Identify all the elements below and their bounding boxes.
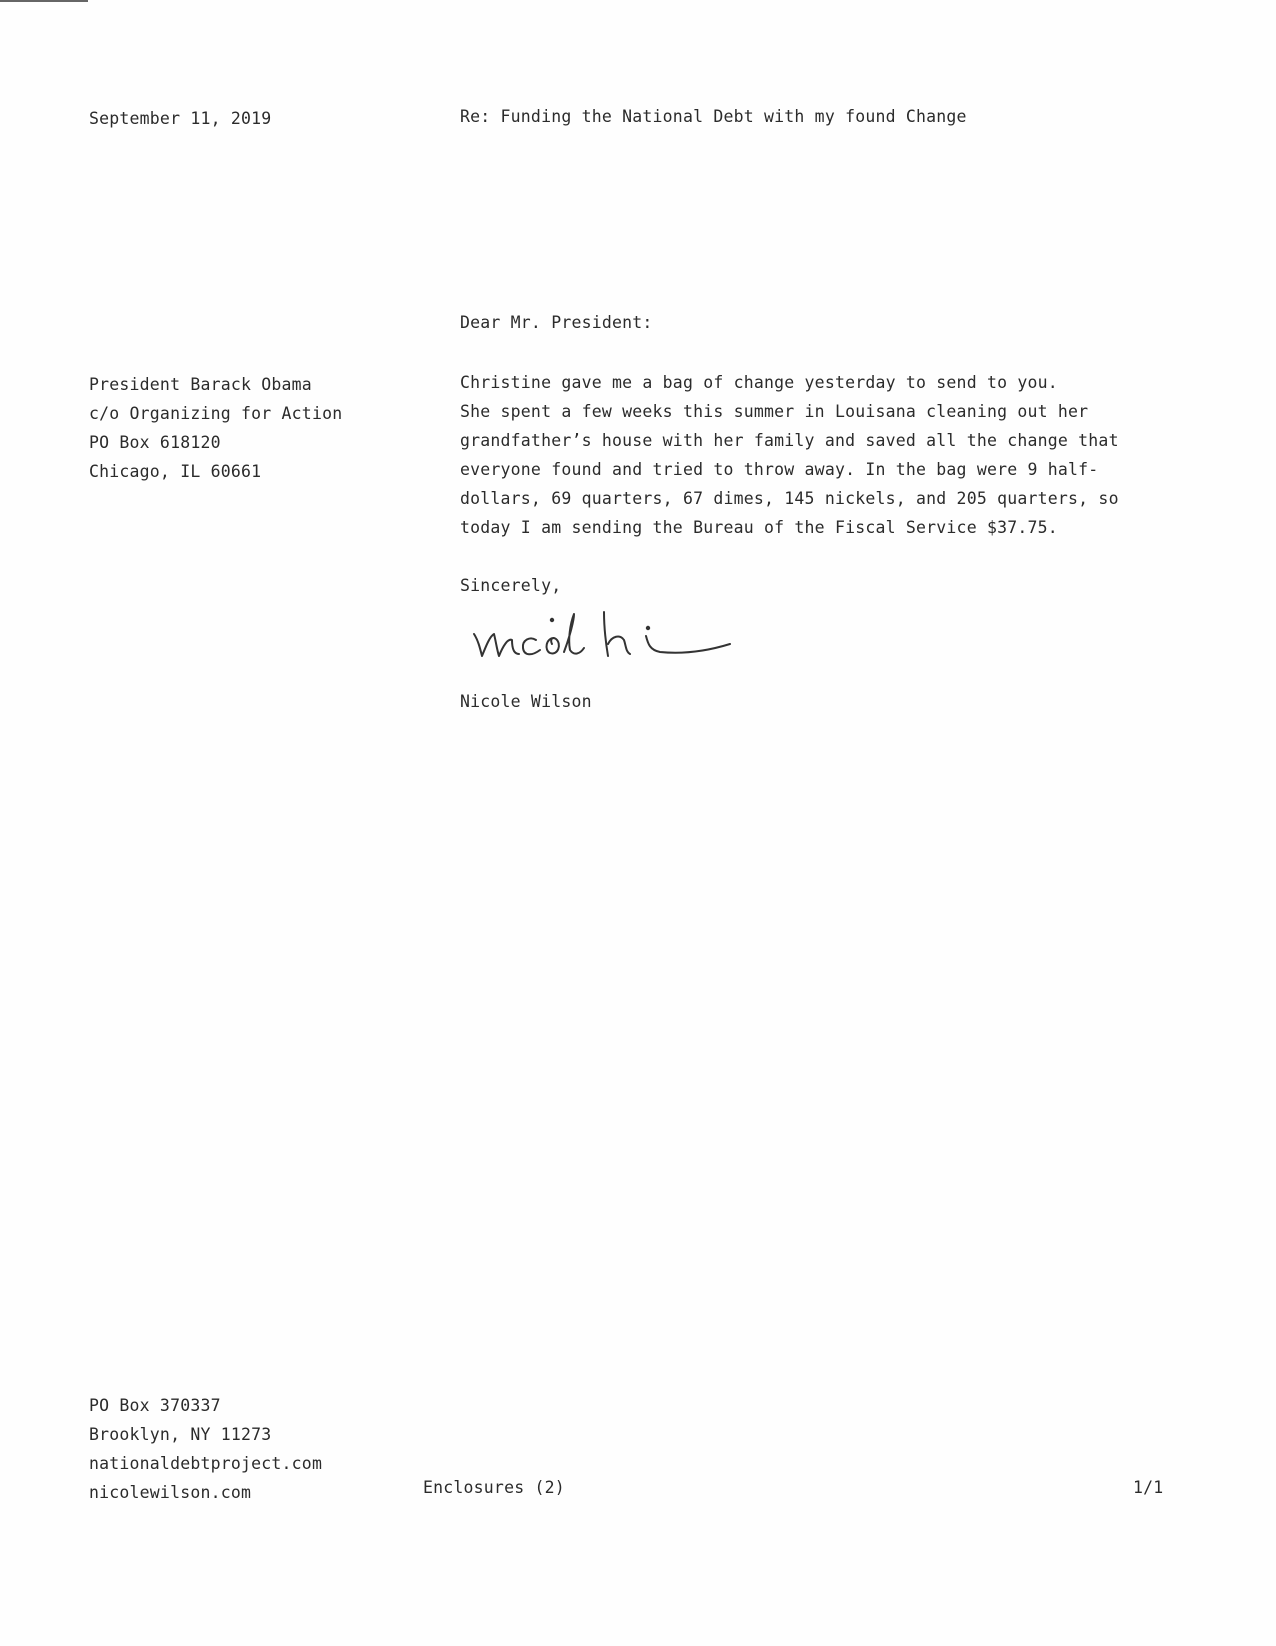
letter-subject: Re: Funding the National Debt with my found Change xyxy=(460,107,967,126)
recipient-line: c/o Organizing for Action xyxy=(89,404,343,423)
body-line: grandfather’s house with her family and saved all the change that xyxy=(460,431,1119,450)
sender-line: nicolewilson.com xyxy=(89,1483,252,1502)
handwritten-signature-icon xyxy=(470,606,740,674)
letter-date: September 11, 2019 xyxy=(89,109,272,128)
closing: Sincerely, xyxy=(460,576,562,595)
recipient-address xyxy=(89,370,342,486)
sender-address xyxy=(89,1391,322,1507)
sender-line: nationaldebtproject.com xyxy=(89,1454,323,1473)
sender-line: Brooklyn, NY 11273 xyxy=(89,1425,272,1444)
letter-body xyxy=(460,368,1119,542)
recipient-line: President Barack Obama xyxy=(89,375,312,394)
salutation: Dear Mr. President: xyxy=(460,313,653,332)
body-line: everyone found and tried to throw away. In the bag were 9 half- xyxy=(460,460,1099,479)
body-line: dollars, 69 quarters, 67 dimes, 145 nickels, and 205 quarters, so xyxy=(460,489,1119,508)
recipient-line: PO Box 618120 xyxy=(89,433,221,452)
body-line: She spent a few weeks this summer in Louisana cleaning out her xyxy=(460,402,1089,421)
recipient-line: Chicago, IL 60661 xyxy=(89,462,262,481)
page-number: 1/1 xyxy=(1133,1478,1164,1497)
sender-line: PO Box 370337 xyxy=(89,1396,221,1415)
signer-name: Nicole Wilson xyxy=(460,692,592,711)
scan-edge-line xyxy=(0,0,88,2)
body-line: today I am sending the Bureau of the Fiscal Service $37.75. xyxy=(460,518,1058,537)
enclosures-note: Enclosures (2) xyxy=(423,1478,565,1497)
body-line: Christine gave me a bag of change yesterday to send to you. xyxy=(460,373,1058,392)
